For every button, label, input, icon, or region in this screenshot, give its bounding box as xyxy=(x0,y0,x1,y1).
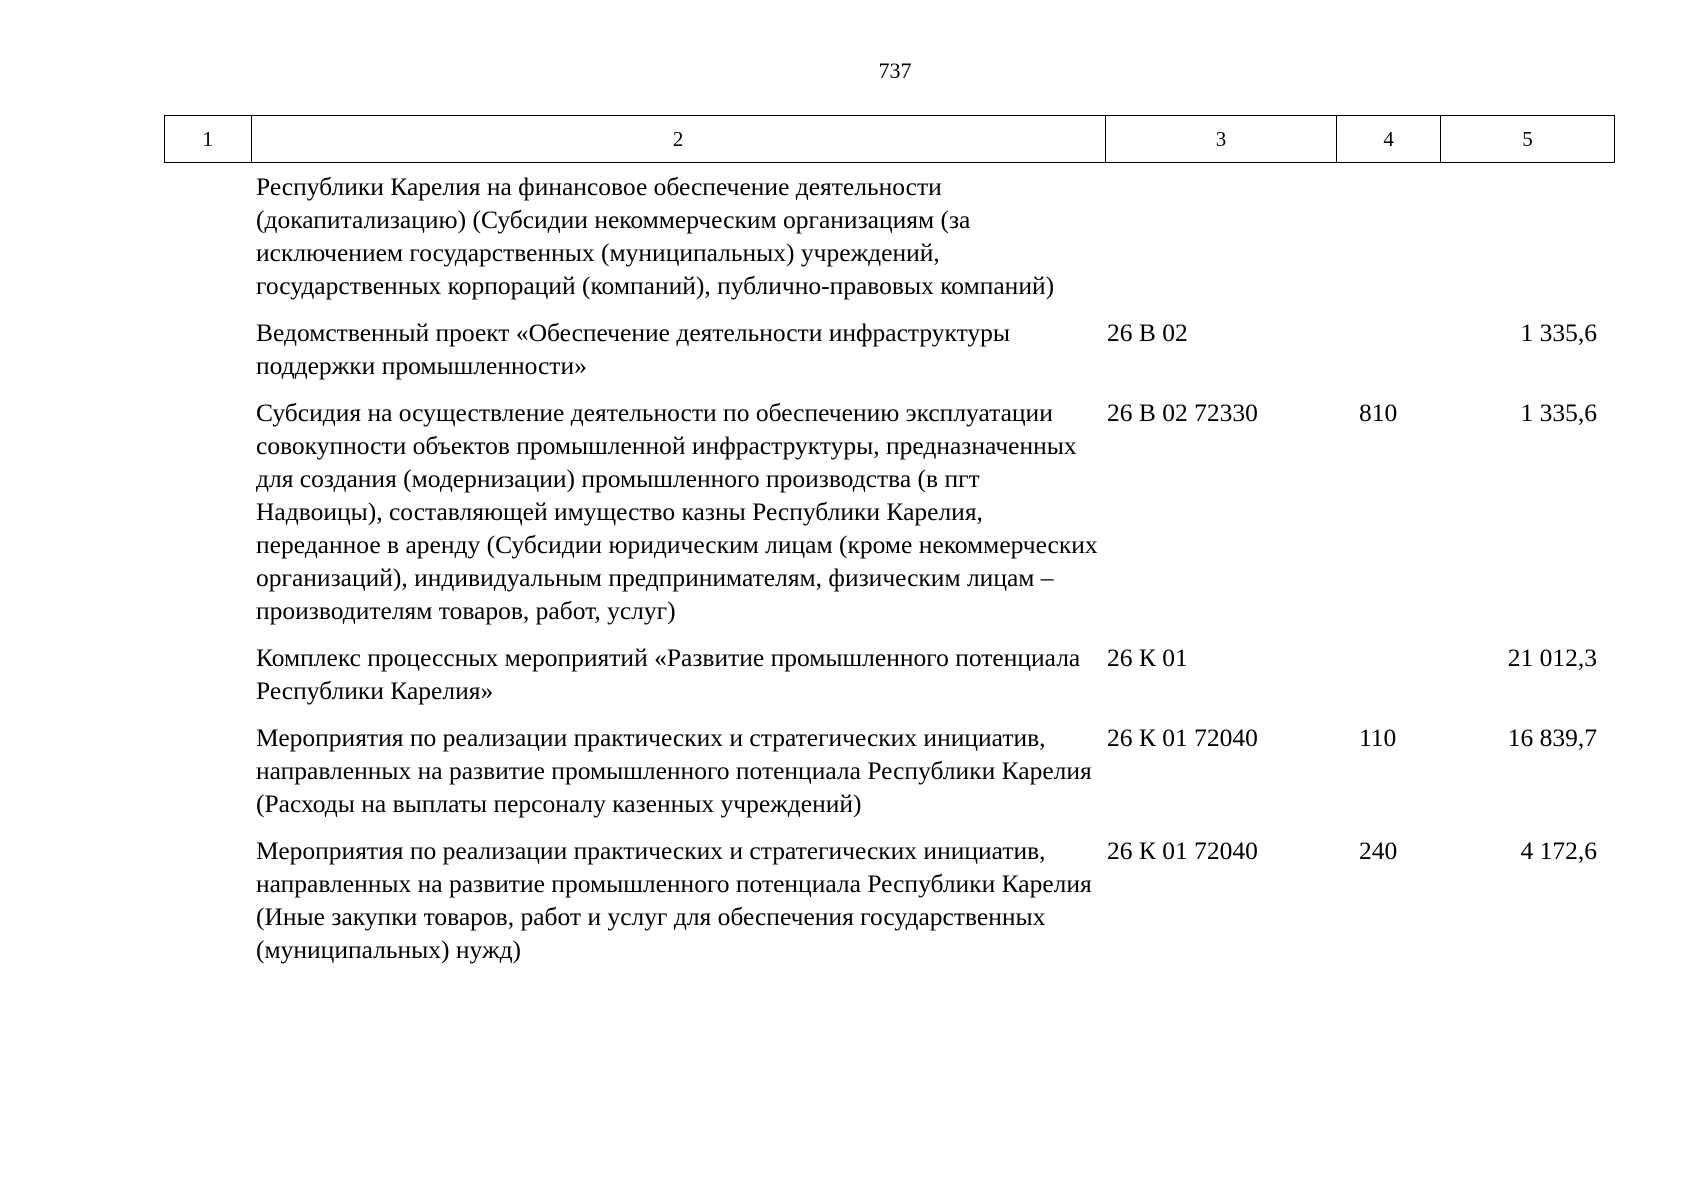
table-row xyxy=(164,641,1615,707)
row-amount: 4 172,6 xyxy=(1520,836,1597,865)
column-header-4: 4 xyxy=(1337,116,1441,163)
row-expense-type xyxy=(1329,170,1432,302)
column-header-row xyxy=(165,116,1615,163)
row-code: 26 К 01 72040 xyxy=(1107,723,1258,752)
row-description: Мероприятия по реализации практических и стратегических инициатив, направленных на развитие промышленного потенциала Республики Карелия (Расходы на выплаты персоналу казенных учреждений) xyxy=(256,723,1092,818)
row-code: 26 В 02 72330 xyxy=(1107,398,1258,427)
row-amount xyxy=(1432,170,1605,302)
row-number xyxy=(164,396,250,627)
row-amount: 1 335,6 xyxy=(1520,318,1597,347)
row-number xyxy=(164,641,250,707)
row-number xyxy=(164,721,250,820)
row-number xyxy=(164,170,250,302)
row-amount: 1 335,6 xyxy=(1520,398,1597,427)
row-amount: 16 839,7 xyxy=(1507,723,1597,752)
row-description: Комплекс процессных мероприятий «Развитие промышленного потенциала Республики Карелия» xyxy=(256,643,1081,705)
table-row xyxy=(164,721,1615,820)
column-header-5: 5 xyxy=(1440,116,1614,163)
row-number xyxy=(164,316,250,382)
row-expense-type xyxy=(1329,641,1432,707)
row-description: Ведомственный проект «Обеспечение деятельности инфраструктуры поддержки промышленности» xyxy=(256,318,1011,380)
row-description: Республики Карелия на финансовое обеспечение деятельности (докапитализацию) (Субсидии некоммерческим организациям (за исключением государственных (муниципальных) учреждений, государственных корпораций (компаний), публично-правовых компаний) xyxy=(256,172,1055,300)
row-code: 26 В 02 xyxy=(1107,318,1188,347)
page-number: 737 xyxy=(878,58,912,83)
row-code: 26 К 01 xyxy=(1107,643,1188,672)
column-header-1: 1 xyxy=(165,116,252,163)
column-header-2: 2 xyxy=(251,116,1105,163)
table-row xyxy=(164,834,1615,966)
column-header-3: 3 xyxy=(1105,116,1336,163)
budget-rows xyxy=(164,170,1615,980)
row-code: 26 К 01 72040 xyxy=(1107,836,1258,865)
table-row xyxy=(164,170,1615,302)
row-code xyxy=(1099,170,1329,302)
row-expense-type: 240 xyxy=(1359,836,1398,865)
row-number xyxy=(164,834,250,966)
row-expense-type: 110 xyxy=(1359,723,1397,752)
table-row xyxy=(164,316,1615,382)
row-amount: 21 012,3 xyxy=(1507,643,1597,672)
column-header-table xyxy=(164,115,1615,163)
row-expense-type: 810 xyxy=(1359,398,1398,427)
row-description: Субсидия на осуществление деятельности по обеспечению эксплуатации совокупности объектов промышленной инфраструктуры, предназначенных для создания (модернизации) промышленного производства (в пгт Надвоицы), составляющей имущество казны Республики Карелия, переданное в аренду (Субсидии юридическим лицам (кроме некоммерческих организаций), индивидуальным предпринимателям, физическим лицам – производителям товаров, работ, услуг) xyxy=(256,398,1098,625)
row-description: Мероприятия по реализации практических и стратегических инициатив, направленных на развитие промышленного потенциала Республики Карелия (Иные закупки товаров, работ и услуг для обеспечения государственных (муниципальных) нужд) xyxy=(256,836,1092,964)
row-expense-type xyxy=(1329,316,1432,382)
table-row xyxy=(164,396,1615,627)
